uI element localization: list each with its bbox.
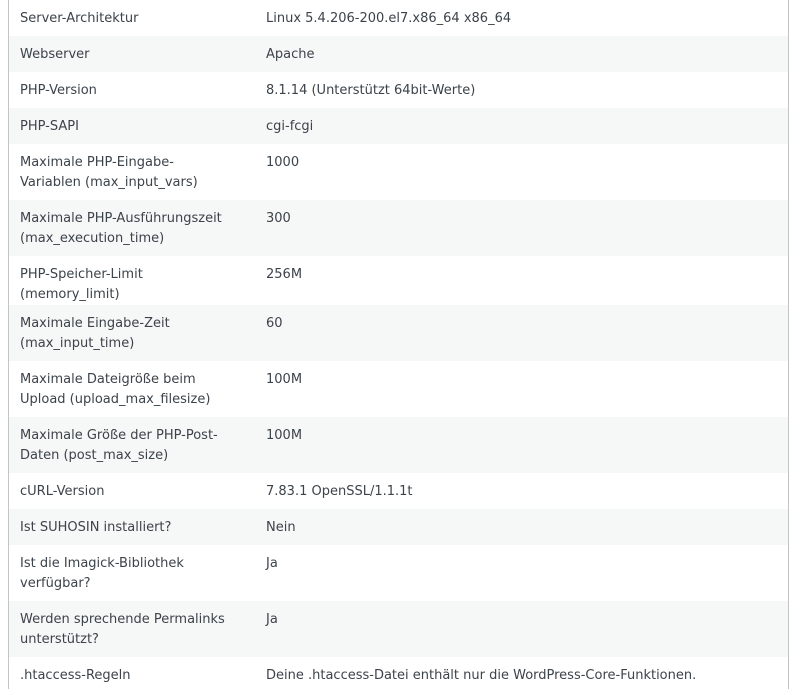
row-value: 8.1.14 (Unterstützt 64bit-Werte) xyxy=(266,83,476,98)
row-label: PHP-SAPI xyxy=(20,119,79,134)
row-value: 256M xyxy=(266,267,303,282)
row-value: 100M xyxy=(266,372,303,387)
row-label: Maximale Eingabe-Zeit (max_input_time) xyxy=(20,316,170,351)
row-label: PHP-Version xyxy=(20,83,97,98)
table-row xyxy=(9,108,788,144)
row-value: 7.83.1 OpenSSL/1.1.1t xyxy=(266,484,413,499)
table-row xyxy=(9,361,788,417)
table-row xyxy=(9,473,788,509)
row-value: 1000 xyxy=(266,155,300,170)
table-row xyxy=(9,305,788,361)
row-value: Apache xyxy=(266,47,315,62)
row-label: Server-Architektur xyxy=(20,11,139,26)
table-row xyxy=(9,36,788,72)
table-row xyxy=(9,601,788,657)
row-label: Werden sprechende Permalinks unterstützt? xyxy=(20,612,225,647)
server-info-panel xyxy=(8,0,789,689)
row-value: Ja xyxy=(266,556,278,571)
table-row xyxy=(9,0,788,36)
row-value: Linux 5.4.206-200.el7.x86_64 x86_64 xyxy=(266,11,512,26)
row-label: cURL-Version xyxy=(20,484,105,499)
server-info-table xyxy=(9,0,788,693)
row-value: Ja xyxy=(266,612,278,627)
row-value: 60 xyxy=(266,316,283,331)
table-row xyxy=(9,417,788,473)
table-row xyxy=(9,509,788,545)
table-row xyxy=(9,144,788,200)
table-row xyxy=(9,545,788,601)
row-label: Ist die Imagick-Bibliothek verfügbar? xyxy=(20,556,184,591)
row-label: Webserver xyxy=(20,47,90,62)
row-label: PHP-Speicher-Limit (memory_limit) xyxy=(20,267,143,302)
table-row xyxy=(9,200,788,256)
table-row xyxy=(9,72,788,108)
row-label: Maximale PHP-Eingabe-Variablen (max_input_vars) xyxy=(20,155,198,190)
row-label: Maximale PHP-Ausführungszeit (max_execution_time) xyxy=(20,211,222,246)
row-label: Maximale Größe der PHP-Post-Daten (post_max_size) xyxy=(20,428,218,463)
row-label: Maximale Dateigröße beim Upload (upload_max_filesize) xyxy=(20,372,211,407)
row-label: Ist SUHOSIN installiert? xyxy=(20,520,172,535)
row-value: Nein xyxy=(266,520,296,535)
table-row xyxy=(9,256,788,305)
table-row xyxy=(9,657,788,693)
row-value: 300 xyxy=(266,211,291,226)
row-value: Deine .htaccess-Datei enthält nur die WordPress-Core-Funktionen. xyxy=(266,668,697,683)
row-label: .htaccess-Regeln xyxy=(20,668,131,683)
row-value: cgi-fcgi xyxy=(266,119,314,134)
row-value: 100M xyxy=(266,428,303,443)
